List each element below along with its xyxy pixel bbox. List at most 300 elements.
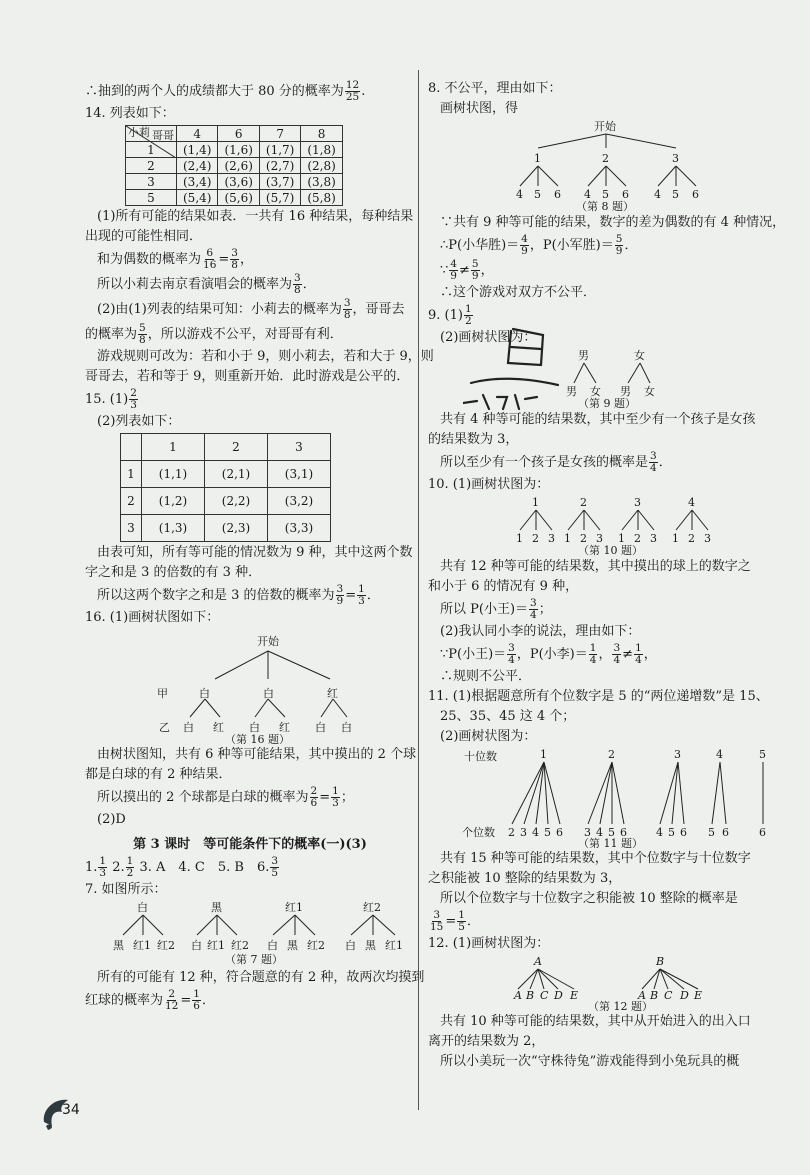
empty-header [121, 434, 142, 461]
tree-node: 白 [137, 901, 148, 914]
table-row [121, 461, 331, 488]
col-header: 6 [218, 126, 259, 142]
tree-leaf: 红1 [133, 939, 151, 952]
cell: (1,4) [177, 142, 218, 158]
denominator: 3 [358, 595, 365, 607]
tree-leaf: 4 [584, 188, 591, 201]
tree-leaf: 5 [708, 826, 715, 839]
fraction [357, 584, 366, 607]
col-header: 2 [205, 434, 268, 461]
tree-node: 男 [578, 349, 589, 362]
tree-leaf: E [694, 989, 703, 1002]
fraction [138, 323, 147, 346]
denominator: 9 [615, 245, 623, 257]
cell: (5,7) [259, 190, 300, 206]
fraction [336, 584, 345, 607]
tree-diagram-11 [428, 748, 773, 848]
text-line: 红球的概率为 $\frac{2}{12}$ = $\frac{1}{6}$ ． [85, 988, 215, 1012]
fraction [449, 259, 458, 282]
tree-diagram-7 [85, 901, 415, 967]
tree-leaf: 5 [534, 188, 541, 201]
tree-leaf: 5 [544, 826, 551, 839]
numerator: 3 [294, 272, 301, 284]
numerator: 2 [130, 387, 137, 399]
tree-leaf: 2 [532, 532, 539, 545]
tree-leaf: 1 [672, 532, 679, 545]
tree-caption: （第 12 题） [588, 1000, 653, 1011]
cell: (2,7) [259, 158, 300, 174]
text-line: 8. 不公平，理由如下： [428, 81, 562, 96]
denominator: 9 [471, 270, 479, 282]
text-line: 25、35、45 这 4 个； [440, 709, 576, 724]
cell: (2,8) [301, 158, 342, 174]
numerator: 1 [464, 303, 472, 315]
cell: (1,7) [259, 142, 300, 158]
text-line: 出现的可能性相同． [85, 229, 203, 244]
tree-node: 1 [532, 496, 539, 509]
col-header: 4 [177, 126, 218, 142]
fraction [529, 598, 538, 621]
tree-leaf: 男 [566, 385, 577, 398]
text-line: ∵ $\frac{4}{9}$ ≠ $\frac{5}{9}$ ， [440, 258, 494, 282]
numerator: 1 [358, 583, 365, 595]
text-line: 离开的结果数为 2， [428, 1034, 545, 1049]
text-line: 和为偶数的概率为 $\frac{6}{16}$ = $\frac{3}{8}$ ， [97, 247, 253, 271]
tree-leaf: 3 [704, 532, 711, 545]
numerator: 1 [635, 642, 642, 654]
header-left: 小莉 [128, 126, 150, 139]
tree-leaf: 黑 [287, 939, 298, 952]
text: ，P(小军胜)＝ [529, 238, 614, 253]
numerator: 2 [310, 785, 318, 797]
tree-leaf: 6 [620, 826, 627, 839]
fraction [634, 643, 643, 666]
tree-leaf: 白 [341, 721, 352, 734]
tree-leaf: 红1 [207, 939, 225, 952]
text-line [85, 388, 415, 411]
numerator: 3 [336, 583, 344, 595]
text-line: (2)画树状图为： [440, 729, 537, 744]
tree-leaf: 2 [580, 532, 587, 545]
denominator: 6 [193, 1000, 200, 1012]
denominator: 4 [613, 654, 621, 666]
denominator: 16 [203, 259, 217, 271]
cell: (3,7) [259, 174, 300, 190]
tree-leaf: 白 [249, 721, 260, 734]
cell: (1,8) [301, 142, 342, 158]
fraction [270, 856, 279, 879]
numerator: 5 [139, 322, 146, 334]
tree-node: A [534, 955, 542, 968]
cell: (1,2) [142, 488, 205, 515]
tree-leaf: B [650, 989, 659, 1002]
tree-leaf: 女 [590, 385, 601, 398]
fraction [429, 910, 444, 933]
tree-node: 白 [199, 687, 210, 700]
table-row [121, 488, 331, 515]
text: 的概率为 [85, 327, 138, 342]
tree-caption: （第 8 题） [576, 200, 634, 212]
cell: (1,3) [142, 515, 205, 542]
numerator: 3 [613, 642, 621, 654]
fraction [615, 234, 624, 257]
fraction [164, 989, 179, 1012]
col-header: 1 [142, 434, 205, 461]
fraction [471, 259, 480, 282]
cell: (3,4) [177, 174, 218, 190]
tree-leaf: 4 [516, 188, 523, 201]
tree-caption: （第 16 题） [225, 733, 290, 744]
text: ，所以游戏不公平，对哥哥有利． [147, 327, 343, 342]
cell: (3,3) [268, 515, 331, 542]
text: (2)由(1)列表的结果可知：小莉去的概率为 [97, 302, 342, 317]
text-line: 11. (1)根据题意所有个位数字是 5 的“两位递增数”是 15、 [428, 689, 769, 704]
tree-node: 4 [688, 496, 695, 509]
row-header: 1 [126, 142, 177, 158]
cell: (2,2) [205, 488, 268, 515]
denominator: 4 [589, 654, 597, 666]
text: 2. [112, 860, 125, 875]
tree-leaf: 4 [654, 188, 661, 201]
text: ，哥哥去 [352, 302, 405, 317]
row-header: 1 [121, 461, 142, 488]
tree-node: 女 [634, 349, 645, 362]
text-line: 游戏规则可改为：若和小于 9，则小莉去，若和大于 9，则 [97, 349, 434, 364]
text-line: (2)列表如下： [97, 414, 181, 429]
row-header: 3 [121, 515, 142, 542]
text: ∴P(小华胜)＝ [440, 238, 520, 253]
header-top: 哥哥 [152, 129, 174, 142]
tree-diagram-10 [428, 496, 768, 556]
page-number-badge [40, 1092, 90, 1132]
cell: (2,3) [205, 515, 268, 542]
cell: (3,6) [218, 174, 259, 190]
tree-diagram-12 [428, 955, 768, 1011]
text: 9. (1) [428, 308, 463, 323]
cell: (2,4) [177, 158, 218, 174]
left-column [85, 78, 434, 1014]
tree-node: 5 [759, 748, 766, 761]
tree-leaf: 白 [345, 939, 356, 952]
row-header: 2 [126, 158, 177, 174]
numerator: 1 [458, 909, 465, 921]
denominator: 2 [464, 315, 472, 327]
text-line [85, 323, 415, 346]
tree-root: 开始 [257, 635, 279, 648]
tree-node: 黑 [211, 901, 222, 914]
text-line: 12. (1)画树状图为： [428, 936, 550, 951]
denominator: 9 [336, 595, 344, 607]
text: 所以摸出的 2 个球都是白球的概率为 [97, 790, 309, 805]
cell: (1,1) [142, 461, 205, 488]
col-header: 3 [268, 434, 331, 461]
denominator: 8 [343, 309, 351, 321]
tree-leaf: 5 [668, 826, 675, 839]
tree-leaf: 红2 [231, 939, 249, 952]
text-line: 字之和是 3 的倍数的有 3 种． [85, 565, 262, 580]
tree-label: 十位数 [464, 750, 497, 763]
tree-node: 1 [534, 152, 541, 165]
fraction [192, 989, 201, 1012]
tree-leaf: 白 [267, 939, 278, 952]
numerator: 5 [615, 233, 623, 245]
text: 所以至少有一个孩子是女孩的概率是 [440, 455, 649, 470]
text-line: 由表可知，所有等可能的情况数为 9 种，其中这两个数 [97, 545, 413, 560]
tree-leaf: 男 [620, 385, 631, 398]
tree-leaf: 6 [554, 188, 561, 201]
numerator: 1 [332, 785, 339, 797]
text-line: 共有 10 种等可能的结果数，其中从开始进入的出入口 [440, 1014, 751, 1029]
text-line: 都是白球的有 2 种结果． [85, 767, 232, 782]
fraction [457, 910, 466, 933]
text: 所以这两个数字之和是 3 的倍数的概率为 [97, 588, 335, 603]
numerator: 1 [193, 988, 200, 1000]
tree-caption: （第 11 题） [578, 837, 643, 848]
text: 红球的概率为 [85, 993, 164, 1008]
denominator: 3 [99, 867, 107, 879]
text-line [428, 304, 783, 327]
tree-leaf: 2 [634, 532, 641, 545]
page-number: 34 [62, 1102, 80, 1118]
denominator: 9 [450, 270, 457, 282]
tree-label: 个位数 [462, 826, 495, 839]
numerator: 6 [206, 247, 214, 259]
col-header: 8 [301, 126, 342, 142]
tree-leaf: D [554, 989, 563, 1002]
text-line: 所以至少有一个孩子是女孩的概率是 $\frac{3}{4}$ ． [440, 450, 672, 474]
tree-leaf: 4 [596, 826, 603, 839]
text: 1. [85, 860, 98, 875]
tree-leaf: 2 [508, 826, 515, 839]
text-line: ∴这个游戏对双方不公平． [440, 285, 597, 300]
q14-table [125, 125, 343, 206]
text-line: (2)画树状图为： [440, 330, 537, 345]
denominator: 9 [521, 245, 528, 257]
fraction [507, 643, 516, 666]
tree-leaf: 白 [183, 721, 194, 734]
denominator: 5 [458, 921, 465, 933]
tree-caption: （第 9 题） [578, 397, 636, 409]
numerator: 3 [530, 597, 537, 609]
row-header: 2 [121, 488, 142, 515]
text-line: (2)D [97, 812, 126, 827]
cell: (3,2) [268, 488, 331, 515]
tree-node: 白 [263, 687, 274, 700]
text-line: ∵共有 9 种等可能的结果，数字的差为偶数的有 4 种情况， [440, 215, 786, 230]
fraction [649, 451, 658, 474]
text: 所以 P(小王)＝ [440, 602, 529, 617]
tree-leaf: 2 [688, 532, 695, 545]
text-line: 所以这两个数字之和是 3 的倍数的概率为 $\frac{3}{9}$ = $\frac{1}{3}$ ． [97, 583, 380, 607]
tree-leaf: 5 [608, 826, 615, 839]
denominator: 15 [430, 921, 444, 933]
cell: (5,8) [301, 190, 342, 206]
tree-leaf: 6 [759, 826, 766, 839]
fraction [126, 856, 135, 879]
tree-leaf: 5 [602, 188, 609, 201]
tree-leaf: 黑 [113, 939, 124, 952]
cell: (3,1) [268, 461, 331, 488]
denominator: 8 [231, 259, 238, 271]
tree-leaf: 1 [618, 532, 625, 545]
tree-node: 3 [672, 152, 679, 165]
text: ，P(小李)＝ [516, 647, 588, 662]
tree-node: B [656, 955, 665, 968]
table-row [126, 190, 343, 206]
cell: (3,8) [301, 174, 342, 190]
text: ∴抽到的两个人的成绩都大于 80 分的概率为 [85, 84, 344, 99]
tree-leaf: 3 [584, 826, 591, 839]
fraction [129, 388, 138, 411]
text-line: 之积能被 10 整除的结果数为 3， [428, 871, 622, 886]
row-header: 3 [126, 174, 177, 190]
denominator: 25 [345, 91, 360, 103]
denominator: 2 [126, 867, 134, 879]
cell: (1,6) [218, 142, 259, 158]
fraction [343, 298, 352, 321]
denominator: 4 [650, 462, 657, 474]
text-line: 共有 15 种等可能的结果数，其中个位数字与十位数字 [440, 851, 751, 866]
tree-diagram-8 [428, 120, 768, 212]
text-line: 所以摸出的 2 个球都是白球的概率为 $\frac{2}{6}$ = $\frac{1}{3}$ ； [97, 785, 354, 809]
tree-diagram-16 [85, 629, 405, 744]
text: 所以小莉去南京看演唱会的概率为 [97, 277, 293, 292]
tree-caption: （第 7 题） [225, 953, 283, 966]
numerator: 3 [343, 297, 351, 309]
tree-node: 4 [716, 748, 723, 761]
fraction [98, 856, 107, 879]
table-row [121, 515, 331, 542]
tree-leaf: 6 [692, 188, 699, 201]
tree-node: 3 [674, 748, 681, 761]
tree-caption: （第 10 题） [578, 544, 643, 556]
section-title: 第 3 课时 等可能条件下的概率(一)(3) [133, 837, 367, 852]
tree-leaf: 白 [315, 721, 326, 734]
text-line: ∵P(小王)＝ $\frac{3}{4}$ ，P(小李)＝ $\frac{1}{4}$ ， $\frac{3}{4}$ ≠ $\frac{1}{4}$ ， [440, 642, 657, 666]
tree-node: 3 [634, 496, 641, 509]
text-line: 的结果数为 3， [428, 432, 519, 447]
numerator: 1 [99, 855, 107, 867]
numerator: 12 [345, 79, 360, 91]
tree-node: 2 [580, 496, 587, 509]
q15-table [120, 433, 331, 542]
denominator: 6 [310, 797, 318, 809]
tree-node: 2 [602, 152, 609, 165]
numerator: 3 [271, 855, 279, 867]
tree-leaf: 黑 [365, 939, 376, 952]
tree-leaf: C [664, 989, 673, 1002]
tree-leaf: 红2 [307, 939, 325, 952]
text-line: 7. 如图所示： [85, 882, 167, 897]
tree-leaf: E [570, 989, 579, 1002]
text-line: 和小于 6 的情况有 9 种， [428, 579, 579, 594]
tree-root: 开始 [594, 120, 616, 133]
tree-leaf: 6 [622, 188, 629, 201]
text-line: 共有 4 种等可能的结果数，其中至少有一个孩子是女孩 [440, 412, 756, 427]
tree-leaf: 红 [279, 721, 290, 734]
fraction [310, 786, 319, 809]
text: 3. A 4. C 5. B 6. [139, 860, 270, 875]
tree-leaf: 6 [722, 826, 729, 839]
numerator: 2 [168, 988, 176, 1000]
tree-leaf: 4 [656, 826, 663, 839]
numerator: 1 [589, 642, 597, 654]
tree-node: 红 [327, 687, 338, 700]
numerator: 5 [471, 258, 479, 270]
table-row [126, 158, 343, 174]
tree-leaf: 3 [548, 532, 555, 545]
text-line: ∴抽到的两个人的成绩都大于 80 分的概率为 $\frac{12}{25}$ . [85, 79, 366, 103]
tree-node: 甲 [157, 687, 168, 700]
tree-node: 1 [540, 748, 547, 761]
denominator: 8 [139, 334, 146, 346]
tree-leaf: 红2 [157, 939, 175, 952]
text-line: ∴规则不公平． [440, 669, 532, 684]
numerator: 3 [433, 909, 441, 921]
table-diagonal-header [126, 126, 177, 142]
fraction [230, 248, 239, 271]
cell: (2,6) [218, 158, 259, 174]
denominator: 4 [635, 654, 642, 666]
tree-node: 2 [608, 748, 615, 761]
fraction [202, 248, 217, 271]
tree-leaf: 6 [680, 826, 687, 839]
fraction [612, 643, 621, 666]
tree-leaf: 3 [520, 826, 527, 839]
text-line: ∴P(小华胜)＝ $\frac{4}{9}$ ，P(小军胜)＝ $\frac{5}{9}$ ． [440, 233, 638, 257]
answers-line [85, 856, 415, 879]
denominator: 3 [130, 399, 137, 411]
text-line: 画树状图，得 [440, 101, 519, 116]
numerator: 1 [126, 855, 134, 867]
tree-leaf: C [540, 989, 549, 1002]
text-line: (1)所有可能的结果如表．一共有 16 种结果，每种结果 [97, 209, 414, 224]
tree-leaf: A [638, 989, 646, 1002]
denominator: 4 [508, 654, 515, 666]
fraction [520, 234, 529, 257]
text-line: 所以小莉去南京看演唱会的概率为 $\frac{3}{8}$ ． [97, 272, 316, 296]
tree-leaf: 4 [532, 826, 539, 839]
right-column [428, 78, 786, 1073]
row-header: 5 [126, 190, 177, 206]
text: 和为偶数的概率为 [97, 252, 202, 267]
numerator: 3 [508, 642, 515, 654]
tree-leaf: 5 [672, 188, 679, 201]
tree-leaf: 红1 [385, 939, 403, 952]
text-line: 所以个位数字与十位数字之积能被 10 整除的概率是 [440, 891, 738, 906]
text-line: $\frac{3}{15}$ = $\frac{1}{5}$ ． [430, 909, 480, 933]
denominator: 4 [530, 609, 537, 621]
text-line: 共有 12 种等可能的结果数，其中摸出的球上的数字之 [440, 559, 751, 574]
text: 15. (1) [85, 392, 129, 407]
tree-leaf: 6 [556, 826, 563, 839]
tree-leaf: B [526, 989, 535, 1002]
text-line: 由树状图知，共有 6 种等可能结果，其中摸出的 2 个球 [97, 747, 417, 762]
text-line: 哥哥去，若和等于 9，则重新开始．此时游戏是公平的． [85, 369, 410, 384]
numerator: 4 [450, 258, 457, 270]
denominator: 3 [332, 797, 339, 809]
tree-leaf: 红 [213, 721, 224, 734]
tree-leaf: 3 [596, 532, 603, 545]
tree-leaf: D [680, 989, 689, 1002]
fraction [293, 273, 302, 296]
numerator: 3 [650, 450, 657, 462]
cell: (5,4) [177, 190, 218, 206]
cell: (5,6) [218, 190, 259, 206]
text-line: 10. (1)画树状图为： [428, 477, 550, 492]
text: ∵P(小王)＝ [440, 647, 507, 662]
handwritten-scribble [463, 325, 573, 415]
